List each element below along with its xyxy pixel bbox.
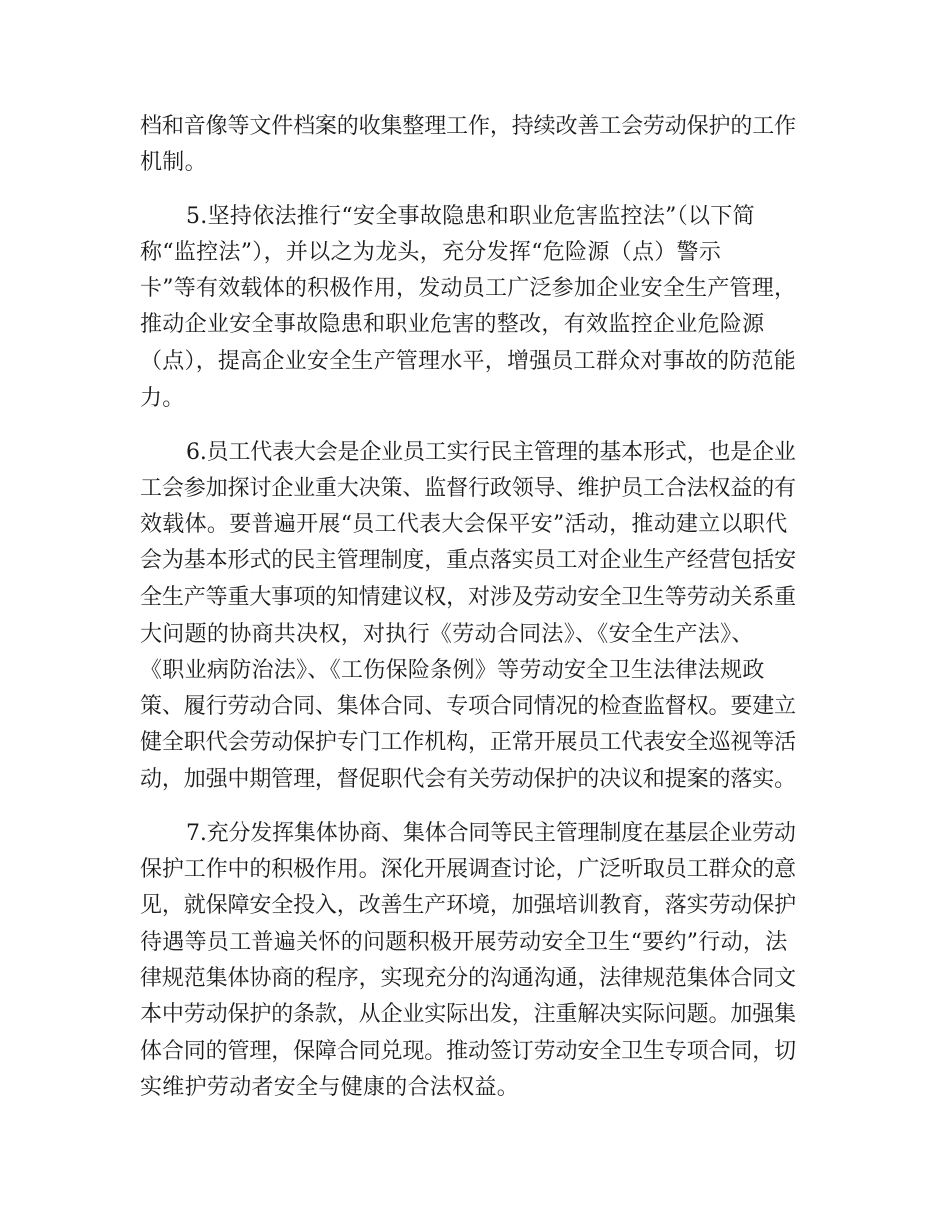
text-line: 全生产等重大事项的知情建议权，对涉及劳动安全卫生等劳动关系重 [140,585,797,610]
text-line: 称“监控法”），并以之为龙头，充分发挥“危险源（点）警示 [140,240,722,265]
text-line: 卡”等有效载体的积极作用，发动员工广泛参加企业安全生产管理， [140,276,797,301]
text-line: 保护工作中的积极作用。深化开展调查讨论，广泛听取员工群众的意 [140,857,797,882]
text-line: 大问题的协商共决权，对执行《劳动合同法》、《安全生产法》、 [140,622,754,647]
text-line: 《职业病防治法》、《工伤保险条例》等劳动安全卫生法律法规政 [140,658,765,683]
text-line: （点），提高企业安全生产管理水平，增强员工群众对事故的防范能 [140,349,797,374]
text-line: 会为基本形式的民主管理制度，重点落实员工对企业生产经营包括安 [140,548,797,573]
text-line: 健全职代会劳动保护专门工作机构，正常开展员工代表安全巡视等活 [140,730,797,755]
text-line: 工会参加探讨企业重大决策、监督行政领导、维护员工合法权益的有 [140,476,797,501]
text-line: 律规范集体协商的程序，实现充分的沟通沟通，法律规范集体合同文 [140,966,797,991]
text-line: 策、履行劳动合同、集体合同、专项合同情况的检查监督权。要建立 [140,694,797,719]
text-line: 动，加强中期管理，督促职代会有关劳动保护的决议和提案的落实。 [140,767,797,792]
text-line: 档和音像等文件档案的收集整理工作，持续改善工会劳动保护的工作 [140,114,797,139]
text-line: 实维护劳动者安全与健康的合法权益。 [140,1075,520,1100]
text-line: 体合同的管理，保障合同兑现。推动签订劳动安全卫生专项合同，切 [140,1039,797,1064]
text-line: 见，就保障安全投入，改善生产环境，加强培训教育，落实劳动保护 [140,893,797,918]
text-line: 7.充分发挥集体协商、集体合同等民主管理制度在基层企业劳动 [186,821,796,846]
text-line: 机制。 [140,150,207,175]
text-line: 5.坚持依法推行“安全事故隐患和职业危害监控法”（以下简 [186,204,755,229]
text-line: 待遇等员工普遍关怀的问题积极开展劳动安全卫生“要约”行动，法 [140,930,788,955]
text-line: 力。 [140,386,185,411]
text-line: 效载体。要普遍开展“员工代表大会保平安”活动，推动建立以职代 [140,512,788,537]
text-line: 推动企业安全事故隐患和职业危害的整改，有效监控企业危险源 [140,312,765,337]
text-line: 6.员工代表大会是企业员工实行民主管理的基本形式，也是企业 [186,440,796,465]
text-line: 本中劳动保护的条款，从企业实际出发，注重解决实际问题。加强集 [140,1002,797,1027]
